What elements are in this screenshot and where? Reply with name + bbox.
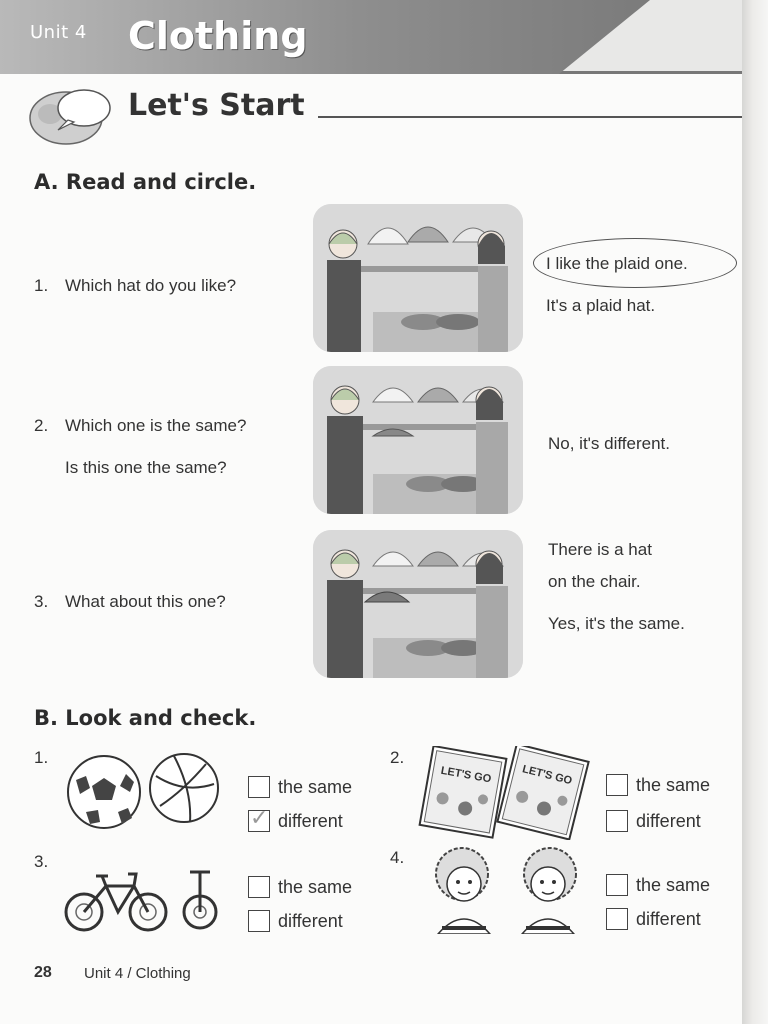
- item-1-different-checkbox[interactable]: [248, 805, 270, 832]
- item-4-different-label: different: [636, 908, 701, 929]
- lets-start-title: Let's Start: [128, 88, 305, 123]
- scene-2-image: [313, 366, 523, 514]
- question-1-number: 1.: [34, 276, 49, 295]
- page-edge-shadow: [742, 0, 768, 1024]
- scene-1-image: [313, 204, 523, 352]
- item-4-number: 4.: [390, 848, 405, 867]
- unit-label: Unit 4: [30, 22, 87, 43]
- title-rule: [318, 116, 742, 118]
- item-3-different-checkbox[interactable]: [248, 910, 270, 932]
- item-4-different-checkbox[interactable]: [606, 908, 628, 930]
- item-1-number: 1.: [34, 748, 49, 767]
- question-3-answer-line-1: There is a hat: [548, 540, 652, 559]
- section-a-heading: A. Read and circle.: [34, 170, 257, 194]
- book-1-cover-text: LET'S GO: [439, 764, 493, 786]
- question-3-answer-2: Yes, it's the same.: [548, 614, 685, 633]
- question-2-answer: No, it's different.: [548, 434, 670, 453]
- item-2-same-checkbox[interactable]: [606, 774, 628, 796]
- item-3-number: 3.: [34, 852, 49, 871]
- item-2-different-label: different: [636, 810, 701, 831]
- item-3-option-different[interactable]: [248, 910, 343, 932]
- scene-3-image: [313, 530, 523, 678]
- item-3-same-label: the same: [278, 876, 353, 897]
- section-b-heading: B. Look and check.: [34, 706, 257, 730]
- item-1-option-different[interactable]: [248, 805, 343, 832]
- question-1-answer-1: I like the plaid one.: [546, 254, 688, 273]
- item-2-option-same[interactable]: [606, 774, 710, 796]
- item-3-different-label: different: [278, 910, 343, 931]
- item-1-different-label: different: [278, 810, 343, 831]
- question-2-text-line-1: Which one is the same?: [65, 416, 247, 435]
- item-1-same-label: the same: [278, 776, 353, 797]
- kids-icon: [420, 842, 592, 934]
- book-2-cover-text: LET'S GO: [520, 763, 574, 788]
- item-2-different-checkbox[interactable]: [606, 810, 628, 832]
- item-2-option-different[interactable]: [606, 810, 701, 832]
- question-1-answer-2: It's a plaid hat.: [546, 296, 656, 315]
- check-mark-icon: ✓: [250, 805, 269, 830]
- item-1-option-same[interactable]: [248, 776, 352, 798]
- books-icon: [414, 746, 594, 840]
- item-1-same-checkbox[interactable]: [248, 776, 270, 798]
- question-1-text: Which hat do you like?: [65, 276, 237, 295]
- bikes-icon: [62, 862, 222, 934]
- item-4-same-label: the same: [636, 874, 711, 895]
- question-3-answer-line-2: on the chair.: [548, 572, 641, 591]
- item-3-same-checkbox[interactable]: [248, 876, 270, 898]
- unit-title: Clothing: [128, 14, 308, 58]
- question-2-text-line-2: Is this one the same?: [65, 458, 227, 477]
- balls-icon: [64, 750, 224, 834]
- item-4-option-different[interactable]: [606, 908, 701, 930]
- item-2-same-label: the same: [636, 774, 711, 795]
- question-3-number: 3.: [34, 592, 49, 611]
- item-2-number: 2.: [390, 748, 405, 767]
- item-4-option-same[interactable]: [606, 874, 710, 896]
- footer-text: Unit 4 / Clothing: [84, 965, 191, 982]
- item-3-option-same[interactable]: [248, 876, 352, 898]
- header-dark-band: [0, 0, 650, 74]
- item-4-same-checkbox[interactable]: [606, 874, 628, 896]
- speech-bubble-icon: [28, 84, 114, 146]
- question-2-number: 2.: [34, 416, 49, 435]
- question-3-text: What about this one?: [65, 592, 226, 611]
- page-number: 28: [34, 964, 52, 981]
